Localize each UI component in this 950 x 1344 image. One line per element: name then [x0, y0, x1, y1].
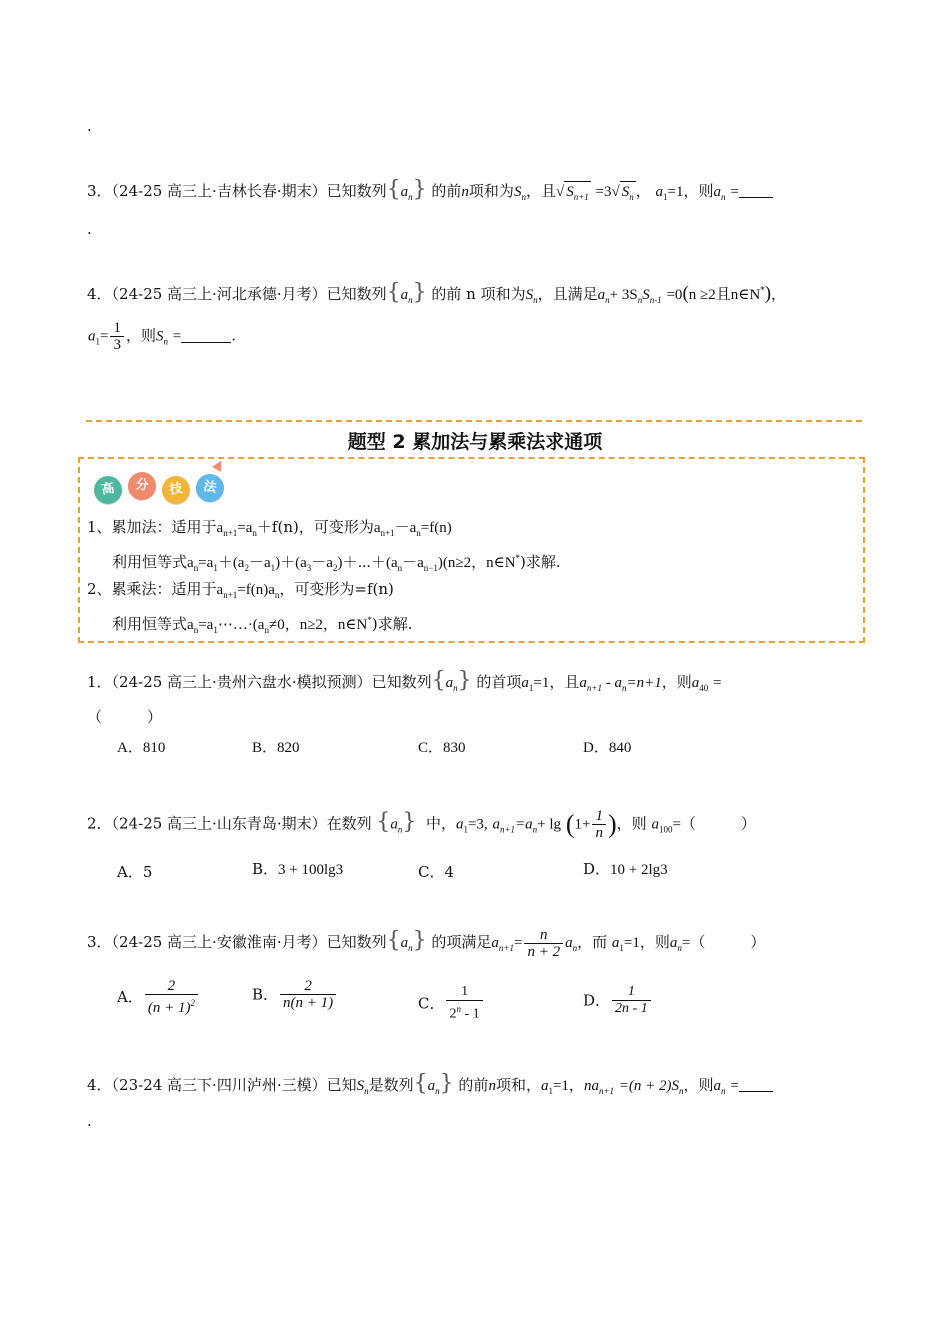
question-1: 1．（24-25 高三上·贵州六盘水·模拟预测）已知数列$\{a_n\}$ 的首项$a_1=1$，且$a_{n+1} - a_n=n+1$，则$a_{40}$ = — [87, 668, 722, 693]
badge-char: 法 — [194, 472, 226, 504]
question-3: 3．（24-25 高三上·安徽淮南·月考）已知数列$\{a_n\}$ 的项满足$a_{n+1}=$ $\frac{n}{n + 2}$ $a_n$，而 $a_1=1$，则$a_n=$（ ） — [87, 926, 766, 960]
badge-char: 技 — [160, 474, 192, 506]
question-3-choice-b[interactable]: B． $\frac{2}{n(n + 1)}$ — [252, 978, 338, 1011]
badge-char: 高 — [92, 474, 124, 506]
question-3-choice-d[interactable]: D． $\frac{1}{2n - 1}$ — [583, 984, 653, 1017]
question-3-choice-c[interactable]: C． $\frac{1}{2^n - 1}$ — [418, 984, 485, 1023]
tip-line-3: 2、累乘法：适用于$a_{n+1}=f(n)a_n$，可变形为=f(n) — [87, 580, 394, 600]
section-divider-top — [86, 420, 862, 422]
question-2-choice-b[interactable]: B．3 + 100lg3 — [252, 860, 344, 878]
tip-line-1: 1、累加法：适用于$a_{n+1}=a_n+f(n)$，可变形为$a_{n+1}-a_n=f(n)$ — [87, 518, 452, 538]
question-2: 2．（24-25 高三上·山东青岛·期末）在数列 $\{a_n\}$ 中，$a_1=3$, $a_{n+1}=a_n+ \lg (1+$ $\frac{1}{n}$ )，则 $a_{100}=$（ ） — [87, 808, 756, 841]
question-2-choice-d[interactable]: D．10 + 2lg3 — [583, 860, 668, 878]
badge-high-score-tips — [90, 464, 240, 508]
question-prev-3: 3．（24-25 高三上·吉林长春·期末）已知数列$\{a_n\}$ 的前n项和为$S_n$，且√ $S_{n+1} =3√$ $S_n$ ， $a_1=1$，则$a_n$ = — [87, 179, 773, 208]
question-2-choice-c[interactable]: C．4 — [418, 863, 455, 881]
question-3-choice-a[interactable]: A． $\frac{2}{(n + 1)^2}$ — [117, 978, 200, 1016]
question-1-choice-c[interactable]: C．830 — [418, 740, 466, 756]
question-prev-4-line2: $a_1=$ $\frac{1}{3}$ ，则$S_n$ = . — [88, 320, 237, 353]
answer-blank — [181, 328, 231, 343]
question-prev-4: 4．（24-25 高三上·河北承德·月考）已知数列$\{a_n\}$ 的前 n 项和为$S_n$，且满足$a_n+ 3S_nS_{n-1} =0(n \ge 2$且n∈N*)， — [87, 280, 787, 305]
question-1-paren: （ ） — [87, 708, 163, 726]
tip-line-2: 利用恒等式$a_n=a_1+(a_2-a_1)+(a_3-a_2)+\cdots+(a_n-a_{n-1})(n\ge 2$，n∈N*)求解. — [112, 553, 561, 573]
section-title: 题型 2 累加法与累乘法求通项 — [347, 431, 603, 453]
question-4: 4．（23-24 高三下·四川泸州·三模）已知$S_n$是数列$\{a_n\}$ 的前n项和，$a_1=1$，$na_{n+1} =(n + 2)S_n$，则$a_n$ = — [87, 1073, 773, 1102]
question-4-dot: . — [87, 1112, 92, 1130]
answer-blank — [739, 183, 773, 198]
question-prev-3-dot: . — [87, 220, 92, 238]
question-1-choice-a[interactable]: A．810 — [117, 740, 166, 756]
badge-char: 分 — [126, 470, 158, 502]
question-1-choice-b[interactable]: B．820 — [252, 740, 300, 756]
leading-dot: . — [87, 117, 92, 135]
question-2-choice-a[interactable]: A．5 — [117, 863, 153, 881]
tip-line-4: 利用恒等式$a_n=a_1\cdots\dots\cdot(a_n\ne 0$，n≥2，n∈N*)求解. — [112, 615, 413, 635]
question-1-choice-d[interactable]: D．840 — [583, 740, 632, 756]
answer-blank — [739, 1077, 773, 1092]
